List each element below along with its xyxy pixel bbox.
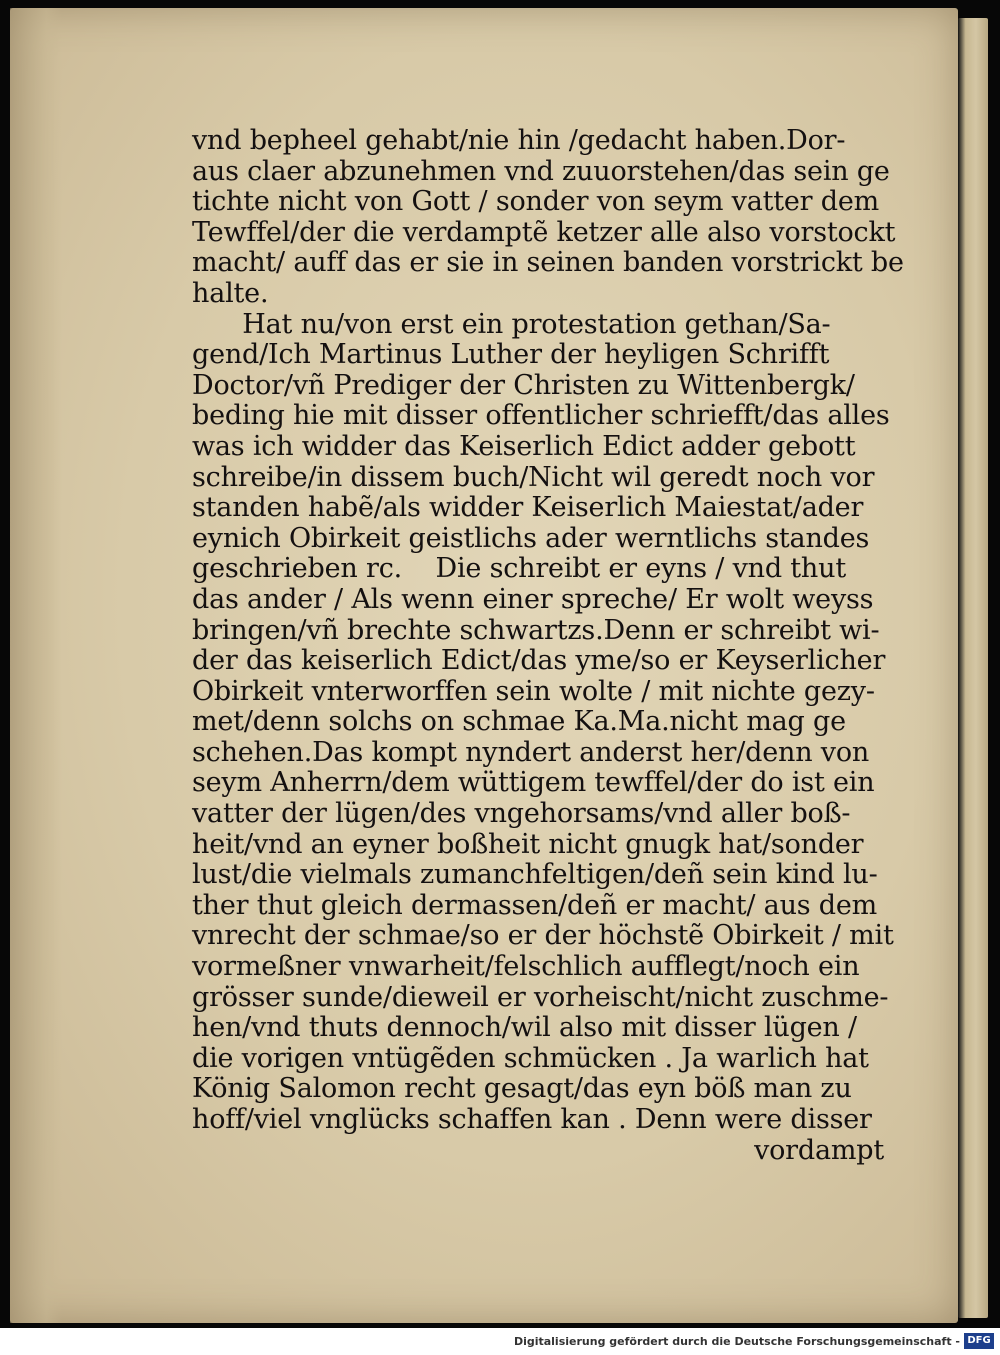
text-line: vormeßner vnwarheit/felschlich aufflegt/noch ein — [192, 951, 860, 983]
text-line: gend/Ich Martinus Luther der heyligen Schrifft — [192, 339, 830, 371]
digitization-footer — [0, 1328, 1000, 1355]
text-line: was ich widder das Keiserlich Edict adder gebott — [192, 430, 856, 462]
text-line: ther thut gleich dermassen/deñ er macht/ aus dem — [192, 889, 878, 921]
blackletter-text-block — [192, 125, 904, 1166]
text-line: Tewffel/der die verdamptẽ ketzer alle also vorstockt — [192, 216, 896, 248]
text-line: eynich Obirkeit geistlichs ader werntlichs standes — [192, 522, 870, 554]
dfg-logo: DFG — [964, 1333, 994, 1349]
text-line: Obirkeit vnterworffen sein wolte / mit nichte gezy- — [192, 675, 875, 707]
text-line: vatter der lügen/des vngehorsams/vnd aller boß- — [192, 798, 851, 830]
text-line: der das keiserlich Edict/das yme/so er Keyserlicher — [192, 645, 886, 677]
text-line: schreibe/in dissem buch/Nicht wil geredt noch vor — [192, 461, 875, 493]
text-line: met/denn solchs on schmae Ka.Ma.nicht mag ge — [192, 706, 846, 738]
text-line: grösser sunde/dieweil er vorheischt/nicht zuschme- — [192, 981, 889, 1013]
text-line: hen/vnd thuts dennoch/wil also mit disser lügen / — [192, 1012, 857, 1044]
text-line: das ander / Als wenn einer spreche/ Er wolt weyss — [192, 583, 874, 615]
text-line: beding hie mit disser offentlicher schriefft/das alles — [192, 400, 890, 432]
catchword: vordampt — [754, 1134, 884, 1166]
text-line: König Salomon recht gesagt/das eyn böß man zu — [192, 1073, 852, 1105]
funding-credit: Digitalisierung gefördert durch die Deutsche Forschungsgemeinschaft - — [513, 1335, 960, 1348]
page-edge-shadow — [10, 8, 62, 1323]
text-line: seym Anherrn/dem wüttigem tewffel/der do ist ein — [192, 767, 875, 799]
text-line: vnrecht der schmae/so er der höchstẽ Obirkeit / mit — [192, 920, 894, 952]
text-line: geschrieben rc. Die schreibt er eyns / vnd thut — [192, 553, 846, 585]
facing-page-edge — [958, 18, 988, 1318]
text-line: bringen/vñ brechte schwartzs.Denn er schreibt wi- — [192, 614, 880, 646]
text-line: hoff/viel vnglücks schaffen kan . Denn were disser — [192, 1104, 872, 1135]
text-line: Hat nu/von erst ein protestation gethan/Sa- — [192, 308, 831, 340]
text-line: aus claer abzunehmen vnd zuuorstehen/das sein ge — [192, 155, 890, 187]
text-line: halte. — [192, 277, 269, 309]
text-line: Doctor/vñ Prediger der Christen zu Wittenbergk/ — [192, 369, 855, 401]
text-line: schehen.Das kompt nyndert anderst her/denn von — [192, 736, 870, 768]
text-line: macht/ auff das er sie in seinen banden vorstrickt be — [192, 247, 904, 279]
text-line: standen habẽ/als widder Keiserlich Maiestat/ader — [192, 492, 864, 524]
text-line: tichte nicht von Gott / sonder von seym vatter dem — [192, 186, 880, 218]
text-line: die vorigen vntügẽden schmücken . Ja warlich hat — [192, 1042, 869, 1074]
text-line: lust/die vielmals zumanchfeltigen/deñ sein kind lu- — [192, 859, 878, 891]
text-line: vnd bepheel gehabt/nie hin /gedacht haben.Dor- — [192, 125, 846, 156]
text-line: heit/vnd an eyner boßheit nicht gnugk hat/sonder — [192, 828, 864, 860]
